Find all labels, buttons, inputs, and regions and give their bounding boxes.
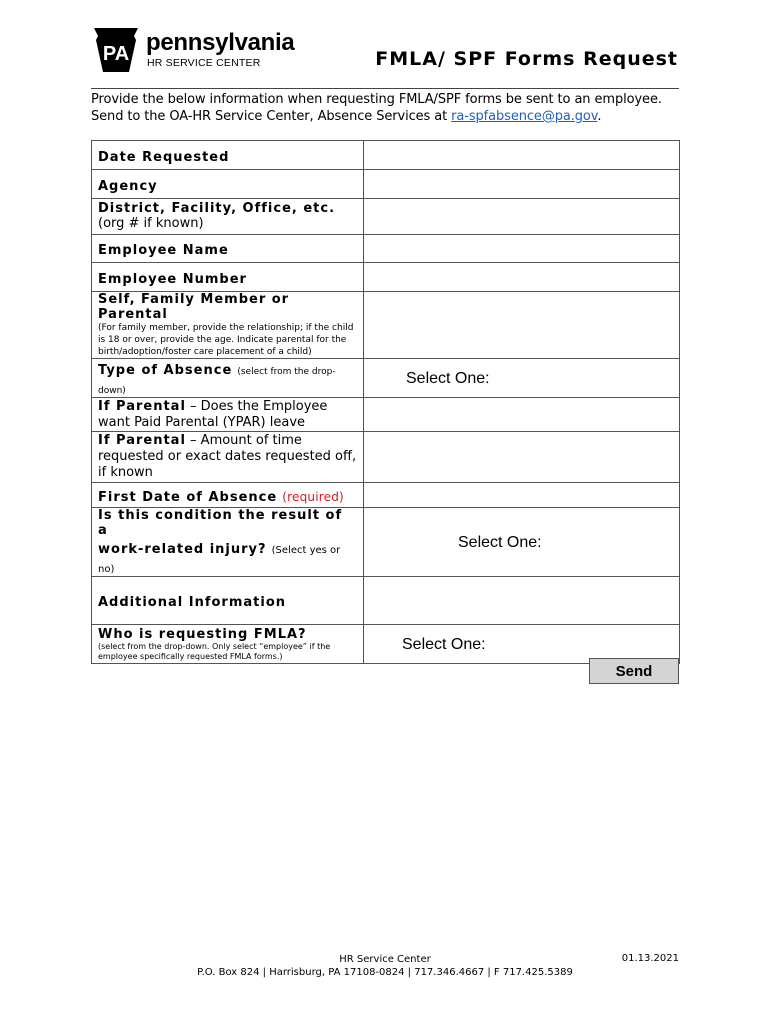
intro-text xyxy=(91,91,662,125)
label-who-requesting: Who is requesting FMLA? (select from the drop-down. Only select “employee” if the employee specifically requested FMLA forms.) xyxy=(92,625,364,664)
footer-org: HR Service Center xyxy=(339,954,431,965)
row-district xyxy=(92,199,680,235)
work-injury-dropdown[interactable] xyxy=(364,508,680,577)
intro-line-2-suffix: . xyxy=(597,109,602,124)
label-employee-name: Employee Name xyxy=(92,235,364,263)
type-absence-value: Select One: xyxy=(406,370,490,387)
if-parental-ypar-field[interactable] xyxy=(364,398,680,432)
logo-name: pennsylvania xyxy=(146,29,295,56)
if-parental-time-field[interactable] xyxy=(364,432,680,483)
request-form-table xyxy=(91,140,680,664)
row-self-family xyxy=(92,292,680,359)
page-title: FMLA/ SPF Forms Request xyxy=(375,48,678,70)
footer-address: P.O. Box 824 | Harrisburg, PA 17108-0824 | 717.346.4667 | F 717.425.5389 xyxy=(197,967,573,978)
label-work-injury: Is this condition the result of a work-related injury? (Select yes or no) xyxy=(92,508,364,577)
date-requested-field[interactable] xyxy=(364,141,680,170)
row-first-date xyxy=(92,483,680,508)
label-date-requested: Date Requested xyxy=(92,141,364,170)
label-first-date: First Date of Absence (required) xyxy=(92,483,364,508)
row-agency xyxy=(92,170,680,199)
who-requesting-value: Select One: xyxy=(402,636,486,653)
logo-subtitle: HR SERVICE CENTER xyxy=(147,57,261,69)
first-date-field[interactable] xyxy=(364,483,680,508)
row-if-parental-time xyxy=(92,432,680,483)
label-additional-info: Additional Information xyxy=(92,577,364,625)
intro-line-2-prefix: Send to the OA-HR Service Center, Absence Services at xyxy=(91,109,452,124)
type-absence-dropdown[interactable] xyxy=(364,359,680,398)
label-if-parental-ypar: If Parental – Does the Employee want Paid Parental (YPAR) leave xyxy=(92,398,364,432)
logo-mark-text: PA xyxy=(102,43,130,65)
additional-info-field[interactable] xyxy=(364,577,680,625)
label-district: District, Facility, Office, etc. (org # if known) xyxy=(92,199,364,235)
footer-date: 01.13.2021 xyxy=(621,953,679,964)
intro-line-2 xyxy=(91,108,662,125)
row-employee-number xyxy=(92,263,680,292)
label-employee-number: Employee Number xyxy=(92,263,364,292)
keystone-icon xyxy=(91,24,141,74)
row-if-parental-ypar xyxy=(92,398,680,432)
self-family-field[interactable] xyxy=(364,292,680,359)
employee-number-field[interactable] xyxy=(364,263,680,292)
row-type-absence xyxy=(92,359,680,398)
intro-line-1: Provide the below information when requesting FMLA/SPF forms be sent to an employee. xyxy=(91,92,662,107)
send-button[interactable]: Send xyxy=(589,658,679,684)
row-work-injury xyxy=(92,508,680,577)
work-injury-value: Select One: xyxy=(458,534,542,551)
row-date-requested xyxy=(92,141,680,170)
row-employee-name xyxy=(92,235,680,263)
email-link[interactable]: ra-spfabsence@pa.gov xyxy=(451,109,598,124)
label-agency: Agency xyxy=(92,170,364,199)
district-field[interactable] xyxy=(364,199,680,235)
label-if-parental-time: If Parental – Amount of time requested or exact dates requested off, if known xyxy=(92,432,364,483)
employee-name-field[interactable] xyxy=(364,235,680,263)
required-note: (required) xyxy=(282,489,344,504)
label-self-family: Self, Family Member or Parental (For family member, provide the relationship; if the child is 18 or over, provide the age. Indicate parental for the birth/adoption/foster care placement of a child) xyxy=(92,292,364,359)
label-type-absence: Type of Absence (select from the drop-down) xyxy=(92,359,364,398)
pa-logo xyxy=(91,24,295,76)
header-divider xyxy=(91,88,679,89)
agency-field[interactable] xyxy=(364,170,680,199)
row-additional-info xyxy=(92,577,680,625)
